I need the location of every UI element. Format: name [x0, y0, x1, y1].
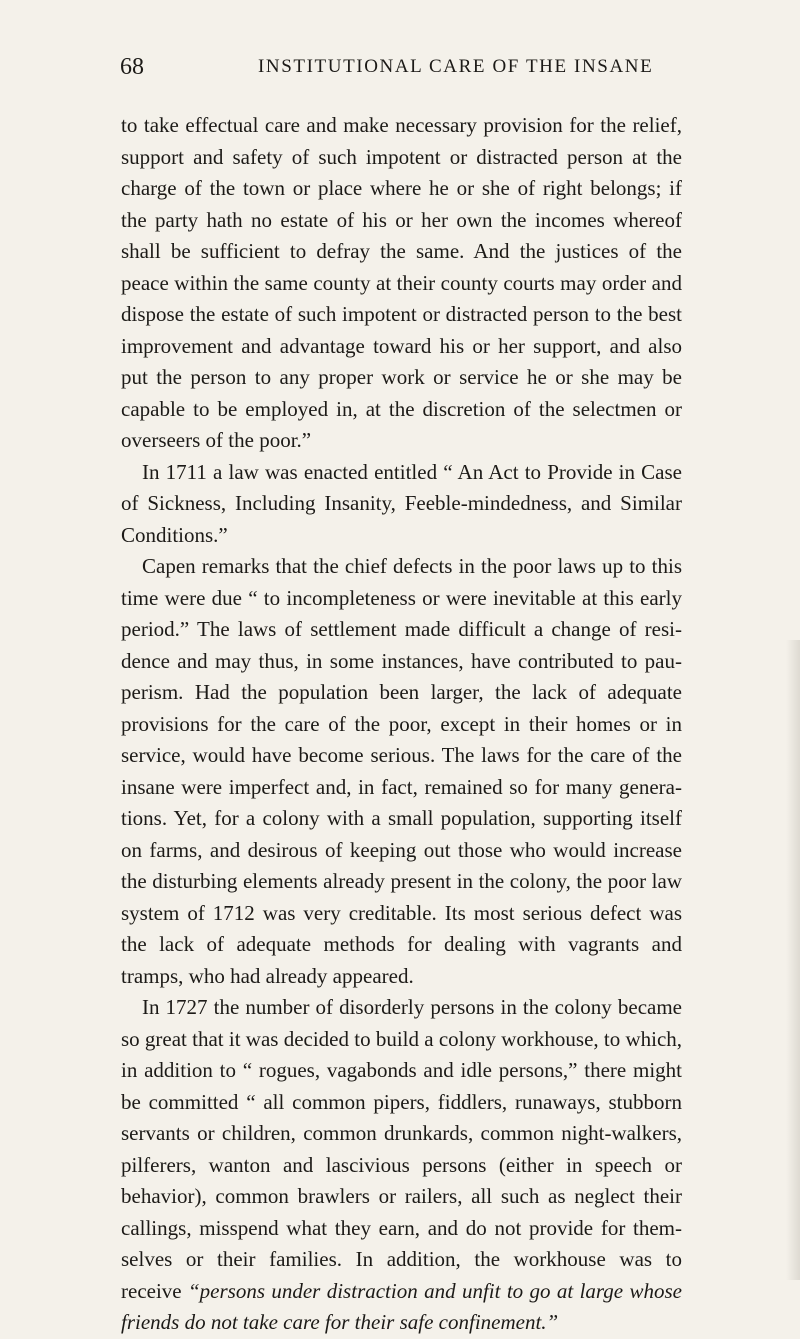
text-line: period.” The laws of settlement made difficult a change of resi-	[121, 617, 682, 641]
page-header	[120, 52, 680, 82]
text-line: service, would have become serious. The laws for the care of the	[121, 743, 682, 767]
text-line: tions. Yet, for a colony with a small population, supporting itself	[121, 806, 682, 830]
italic-quote: “persons under distraction and unfit to go at large whose	[187, 1278, 682, 1303]
text-line: to take effectual care and make necessary provision for the relief,	[121, 113, 682, 137]
page-edge-shadow	[786, 640, 800, 1280]
text-line: callings, misspend what they earn, and do not provide for them-	[121, 1215, 682, 1240]
text-line: shall be sufficient to defray the same. And the justices of the	[121, 239, 682, 263]
text-line: the lack of adequate methods for dealing with vagrants and	[121, 932, 682, 956]
text-line: dispose the estate of such impotent or distracted person to the best	[121, 302, 682, 326]
text-line: charge of the town or place where he or she of right belongs; if	[121, 176, 682, 200]
text-line: system of 1712 was very creditable. Its most serious defect was	[121, 900, 682, 925]
text-line: support and safety of such impotent or distracted person at the	[121, 144, 682, 169]
text-line: the disturbing elements already present in the colony, the poor law	[121, 869, 682, 893]
text-line: provisions for the care of the poor, except in their homes or in	[121, 711, 682, 736]
text-line: be committed “ all common pipers, fiddlers, runaways, stubborn	[121, 1089, 682, 1114]
text-line: so great that it was decided to build a colony workhouse, to which,	[121, 1026, 683, 1051]
text-line: peace within the same county at their county courts may order and	[121, 270, 682, 295]
text-line: the party hath no estate of his or her own the incomes whereof	[121, 207, 682, 232]
text-line: servants or children, common drunkards, common night-walkers,	[121, 1121, 682, 1145]
text-line: pilferers, wanton and lascivious persons (either in speech or	[121, 1152, 682, 1177]
running-title: INSTITUTIONAL CARE OF THE INSANE	[258, 56, 654, 77]
paragraph-start-line: In 1711 a law was enacted entitled “ An Act to Provide in Case	[142, 459, 682, 484]
text-fragment: receive	[121, 1278, 188, 1303]
body-text	[121, 110, 682, 1339]
page-number: 68	[120, 54, 144, 80]
text-line	[121, 1276, 682, 1308]
text-line: put the person to any proper work or service he or she may be	[121, 365, 682, 389]
italic-quote: friends do not take care for their safe confinement.”	[121, 1310, 559, 1334]
text-line: improvement and advantage toward his or her support, and also	[121, 333, 682, 358]
text-line: perism. Had the population been larger, the lack of adequate	[121, 680, 682, 704]
text-line: tramps, who had already appeared.	[121, 963, 414, 988]
text-line: overseers of the poor.”	[121, 428, 312, 452]
text-line: behavior), common brawlers or railers, all such as neglect their	[121, 1184, 682, 1208]
text-line: time were due “ to incompleteness or were inevitable at this early	[121, 585, 682, 610]
paragraph-start-line: In 1727 the number of disorderly persons in the colony became	[142, 995, 682, 1019]
text-line: of Sickness, Including Insanity, Feeble-mindedness, and Similar	[121, 491, 682, 515]
text-line: selves or their families. In addition, the workhouse was to	[121, 1247, 682, 1271]
text-line: on farms, and desirous of keeping out those who would increase	[121, 837, 682, 862]
text-line: Conditions.”	[121, 522, 228, 547]
text-line: capable to be employed in, at the discretion of the selectmen or	[121, 396, 682, 421]
text-line: dence and may thus, in some instances, have contributed to pau-	[121, 648, 682, 673]
text-line: insane were imperfect and, in fact, remained so for many genera-	[121, 774, 682, 799]
paragraph-start-line: Capen remarks that the chief defects in the poor laws up to this	[142, 554, 682, 578]
text-line	[121, 1307, 682, 1339]
text-line: in addition to “ rogues, vagabonds and idle persons,” there might	[121, 1058, 682, 1082]
